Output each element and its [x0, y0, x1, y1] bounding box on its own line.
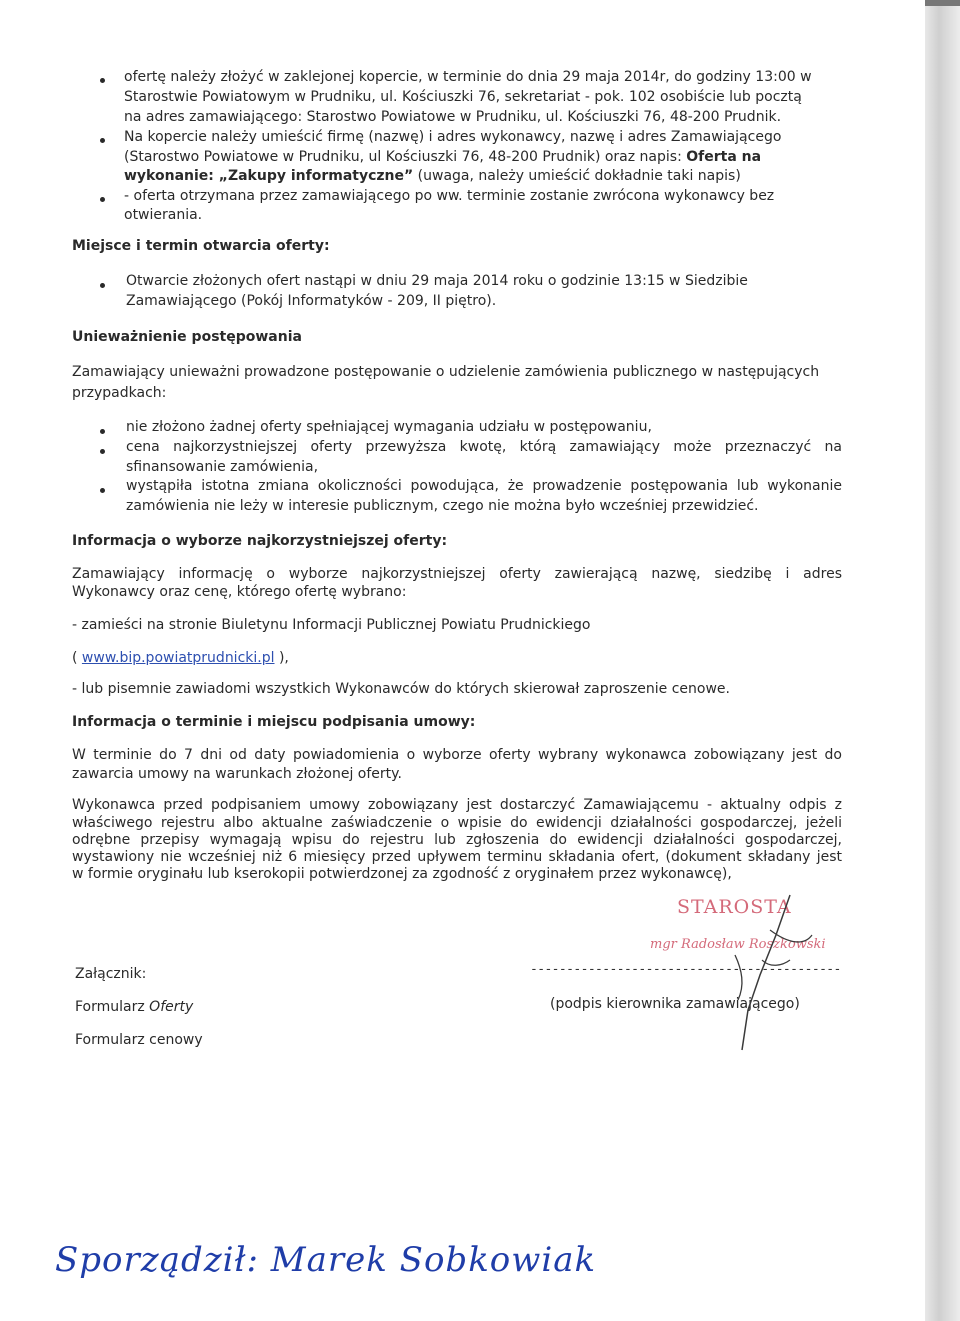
opening-heading: Miejsce i termin otwarcia oferty:	[72, 238, 330, 254]
starosta-stamp: STAROSTA	[677, 896, 792, 918]
choice-line-1: Zamawiający informację o wyborze najkorzystniejszej oferty zawierającą nazwę, siedzibę i adres	[72, 566, 842, 582]
signing-heading: Informacja o terminie i miejscu podpisania umowy:	[72, 714, 476, 730]
choice-line-2: Wykonawcy oraz cenę, którego ofertę wybrano:	[72, 584, 407, 600]
bullet-1-line-3: na adres zamawiającego: Starostwo Powiatowe w Prudniku, ul. Kościuszki 76, 48-200 Prudnik.	[124, 109, 782, 125]
bullet-3-line-2: otwierania.	[124, 207, 203, 223]
signing-q-line-5: w formie oryginału lub kserokopii potwierdzonej za zgodność z oryginałem przez wykonawcę),	[72, 866, 732, 882]
bullet-2-line-2: (Starostwo Powiatowe w Prudniku, ul Kościuszki 76, 48-200 Prudnik) oraz napis: Oferta na	[124, 149, 762, 165]
signing-p-line-1: W terminie do 7 dni od daty powiadomienia o wyborze oferty wybrany wykonawca zobowiązany jest do	[72, 747, 842, 763]
attachment-form-offer: Formularz Oferty	[75, 999, 194, 1015]
attachment-form-price: Formularz cenowy	[75, 1032, 203, 1048]
choice-bip-line: - zamieści na stronie Biuletynu Informacji Publicznej Powiatu Prudnickiego	[72, 617, 591, 633]
bullet-1-line-1: ofertę należy złożyć w zaklejonej kopercie, w terminie do dnia 29 maja 2014r, do godziny 13:00 w	[124, 69, 812, 85]
choice-heading: Informacja o wyborze najkorzystniejszej oferty:	[72, 533, 448, 549]
scan-edge	[925, 0, 960, 1321]
signing-q-line-2: właściwego rejestru albo aktualne zaświadczenie o wpisie do ewidencji działalności gospodarczej, jeżeli	[72, 815, 842, 831]
annulment-intro-1: Zamawiający unieważni prowadzone postępowanie o udzielenie zamówienia publicznego w następujących	[72, 364, 820, 380]
bullet-3-line-1: - oferta otrzymana przez zamawiającego po ww. terminie zostanie zwrócona wykonawcy bez	[124, 188, 775, 204]
bip-link[interactable]: www.bip.powiatprudnicki.pl	[81, 650, 275, 666]
bullet-1-line-2: Starostwie Powiatowym w Prudniku, ul. Kościuszki 76, sekretariat - pok. 102 osobiście lub pocztą	[124, 89, 802, 105]
annulment-item-3-line-2: zamówienia nie leży w interesie publicznym, czego nie można było wcześniej przewidzieć.	[126, 498, 759, 514]
bullet-2-line-3: wykonanie: „Zakupy informatyczne” (uwaga, należy umieścić dokładnie taki napis)	[124, 168, 741, 184]
annulment-heading: Unieważnienie postępowania	[72, 329, 302, 345]
annulment-item-3-line-1: wystąpiła istotna zmiana okoliczności powodująca, że prowadzenie postępowania lub wykonanie	[126, 478, 842, 494]
annulment-item-2-line-2: sfinansowanie zamówienia,	[126, 459, 319, 475]
opening-line-1: Otwarcie złożonych ofert nastąpi w dniu 29 maja 2014 roku o godzinie 13:15 w Siedzibie	[126, 273, 748, 289]
signing-q-line-4: wystawiony nie wcześniej niż 6 miesięcy przed upływem terminu składania ofert, (dokument składany jest	[72, 849, 842, 865]
choice-notify-line: - lub pisemnie zawiadomi wszystkich Wykonawców do których skierował zaproszenie cenowe.	[72, 681, 730, 697]
signing-q-line-3: odrębne przepisy wymagają wpisu do rejestru lub zgłoszenia do ewidencji działalności gospodarczej,	[72, 832, 842, 848]
signature-caption: (podpis kierownika zamawiającego)	[550, 996, 800, 1012]
stamp-name: mgr Radosław Roszkowski	[650, 937, 826, 952]
signature-line: -------------------------------------------	[530, 962, 841, 977]
annulment-item-2-line-1: cena najkorzystniejszej oferty przewyższa kwotę, którą zamawiający może przeznaczyć na	[126, 439, 842, 455]
handwritten-author-note: Sporządził: Marek Sobkowiak	[55, 1240, 597, 1280]
signing-q-line-1: Wykonawca przed podpisaniem umowy zobowiązany jest dostarczyć Zamawiającemu - aktualny odpis z	[72, 797, 842, 813]
bullet-2-line-1: Na kopercie należy umieścić firmę (nazwę) i adres wykonawcy, nazwę i adres Zamawiającego	[124, 129, 782, 145]
annulment-item-1: nie złożono żadnej oferty spełniającej wymagania udziału w postępowaniu,	[126, 419, 652, 435]
annulment-intro-2: przypadkach:	[72, 385, 167, 401]
opening-line-2: Zamawiającego (Pokój Informatyków - 209, II piętro).	[126, 293, 497, 309]
choice-link-line: ( www.bip.powiatprudnicki.pl ),	[72, 650, 289, 666]
signing-p-line-2: zawarcia umowy na warunkach złożonej oferty.	[72, 766, 402, 782]
attachment-label: Załącznik:	[75, 966, 147, 982]
